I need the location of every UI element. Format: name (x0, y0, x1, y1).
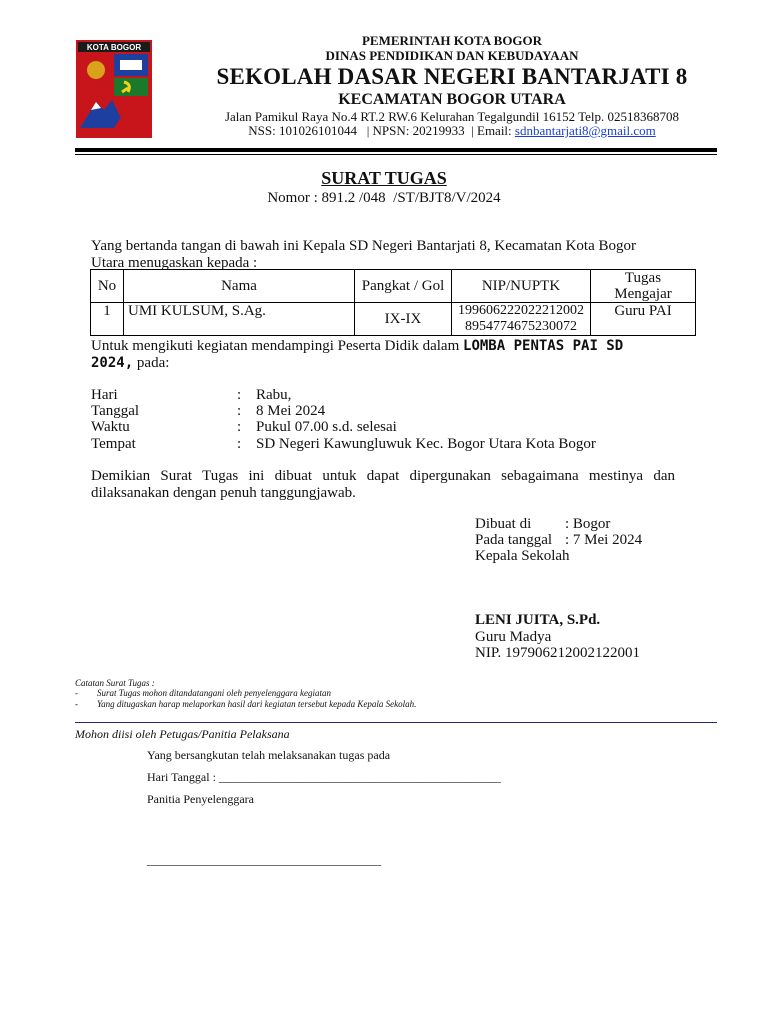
detail-tempat (91, 436, 691, 454)
assignment-table (90, 269, 696, 336)
notes-bullet: - (75, 688, 78, 698)
school-name: SEKOLAH DASAR NEGERI BANTARJATI 8 (216, 64, 688, 89)
detail-value: Pukul 07.00 s.d. selesai (256, 419, 397, 435)
detail-waktu (91, 419, 691, 437)
sign-name: LENI JUITA, S.Pd. (475, 612, 601, 628)
committee-heading: Mohon diisi oleh Petugas/Panitia Pelaksana (75, 727, 290, 741)
sign-role: Kepala Sekolah (475, 548, 570, 564)
committee-label: Panitia Penyelenggara (147, 792, 254, 806)
purpose-text2: pada: (133, 355, 170, 371)
col-header-nama: Nama (124, 270, 355, 303)
header-line2: DINAS PENDIDIKAN DAN KEBUDAYAAN (325, 48, 579, 63)
detail-colon: : (237, 387, 242, 403)
notes-item-1: Surat Tugas mohon ditandatangani oleh penyelenggara kegiatan (97, 688, 331, 698)
committee-date-field: Hari Tanggal : _______________________________________________ (147, 770, 501, 784)
sign-place-value: : Bogor (565, 516, 611, 532)
sign-nip: NIP. 197906212002122001 (475, 645, 641, 661)
school-ids-text: NSS: 101026101044 | NPSN: 20219933 | Email: (248, 123, 515, 138)
city-logo (76, 40, 152, 138)
school-ids (186, 123, 718, 139)
notes-title: Catatan Surat Tugas : (75, 678, 155, 688)
notes-bullet: - (75, 699, 78, 709)
table-row (91, 303, 696, 336)
school-address: Jalan Pamikul Raya No.4 RT.2 RW.6 Kelurahan Tegalgundil 16152 Telp. 02518368708 (224, 109, 680, 124)
col-header-no: No (91, 270, 124, 303)
detail-colon: : (237, 436, 242, 452)
header-line1: PEMERINTAH KOTA BOGOR (361, 33, 543, 48)
detail-label: Tanggal (91, 403, 140, 419)
detail-label: Hari (91, 387, 118, 403)
purpose-event-name: LOMBA PENTAS PAI SD (463, 338, 624, 354)
cell-pangkat: IX-IX (355, 303, 452, 336)
detail-value: 8 Mei 2024 (256, 403, 326, 419)
purpose-event-year: 2024, (91, 355, 134, 371)
sign-rank: Guru Madya (475, 629, 552, 645)
intro-line1: Yang bertanda tangan di bawah ini Kepala SD Negeri Bantarjati 8, Kecamatan Kota Bogor (91, 238, 636, 254)
detail-colon: : (237, 403, 242, 419)
detail-label: Waktu (91, 419, 130, 435)
detail-value: SD Negeri Kawungluwuk Kec. Bogor Utara Kota Bogor (256, 436, 596, 452)
detail-colon: : (237, 419, 242, 435)
cell-nip-value: 199606222022212002 (458, 303, 584, 318)
header-rule-thick (75, 148, 717, 152)
committee-line1: Yang bersangkutan telah melaksanakan tugas pada (147, 748, 391, 762)
col-header-tugas-line1: Tugas (624, 270, 662, 286)
sign-date-value: : 7 Mei 2024 (565, 532, 643, 548)
detail-value: Rabu, (256, 387, 292, 403)
col-header-tugas (591, 270, 696, 303)
cell-nip (452, 303, 591, 336)
notes-item-2: Yang ditugaskan harap melaporkan hasil dari kegiatan tersebut kepada Kepala Sekolah. (97, 699, 417, 709)
letter-number: Nomor : 891.2 /048 /ST/BJT8/V/2024 (267, 190, 501, 206)
closing-line1: Demikian Surat Tugas ini dibuat untuk dapat dipergunakan sebagaimana mestinya dan (91, 468, 675, 484)
col-header-tugas-line2: Mengajar (614, 286, 672, 302)
header-rule-thin (75, 154, 717, 155)
district-name: KECAMATAN BOGOR UTARA (338, 91, 566, 108)
table-header-row (91, 270, 696, 303)
letter-title: SURAT TUGAS (321, 168, 447, 188)
purpose-paragraph (91, 338, 681, 372)
closing-line2: dilaksanakan dengan penuh tanggungjawab. (91, 485, 356, 501)
cell-tugas: Guru PAI (591, 303, 696, 336)
school-email-link[interactable]: sdnbantarjati8@gmail.com (514, 123, 656, 138)
intro-line2: Utara menugaskan kepada : (91, 255, 258, 271)
col-header-pangkat: Pangkat / Gol (355, 270, 452, 303)
cell-no: 1 (91, 303, 124, 336)
purpose-text1: Untuk mengikuti kegiatan mendampingi Peserta Didik dalam (91, 338, 464, 354)
cell-nuptk-value: 8954774675230072 (465, 319, 577, 334)
detail-label: Tempat (91, 436, 136, 452)
notes-separator (75, 722, 717, 723)
sign-date-label: Pada tanggal (475, 532, 553, 548)
col-header-nip: NIP/NUPTK (452, 270, 591, 303)
sign-place-label: Dibuat di (475, 516, 532, 532)
logo-text: KOTA BOGOR (86, 43, 142, 52)
committee-signature-line: _______________________________________ (147, 853, 381, 867)
cell-nama: UMI KULSUM, S.Ag. (124, 303, 355, 336)
